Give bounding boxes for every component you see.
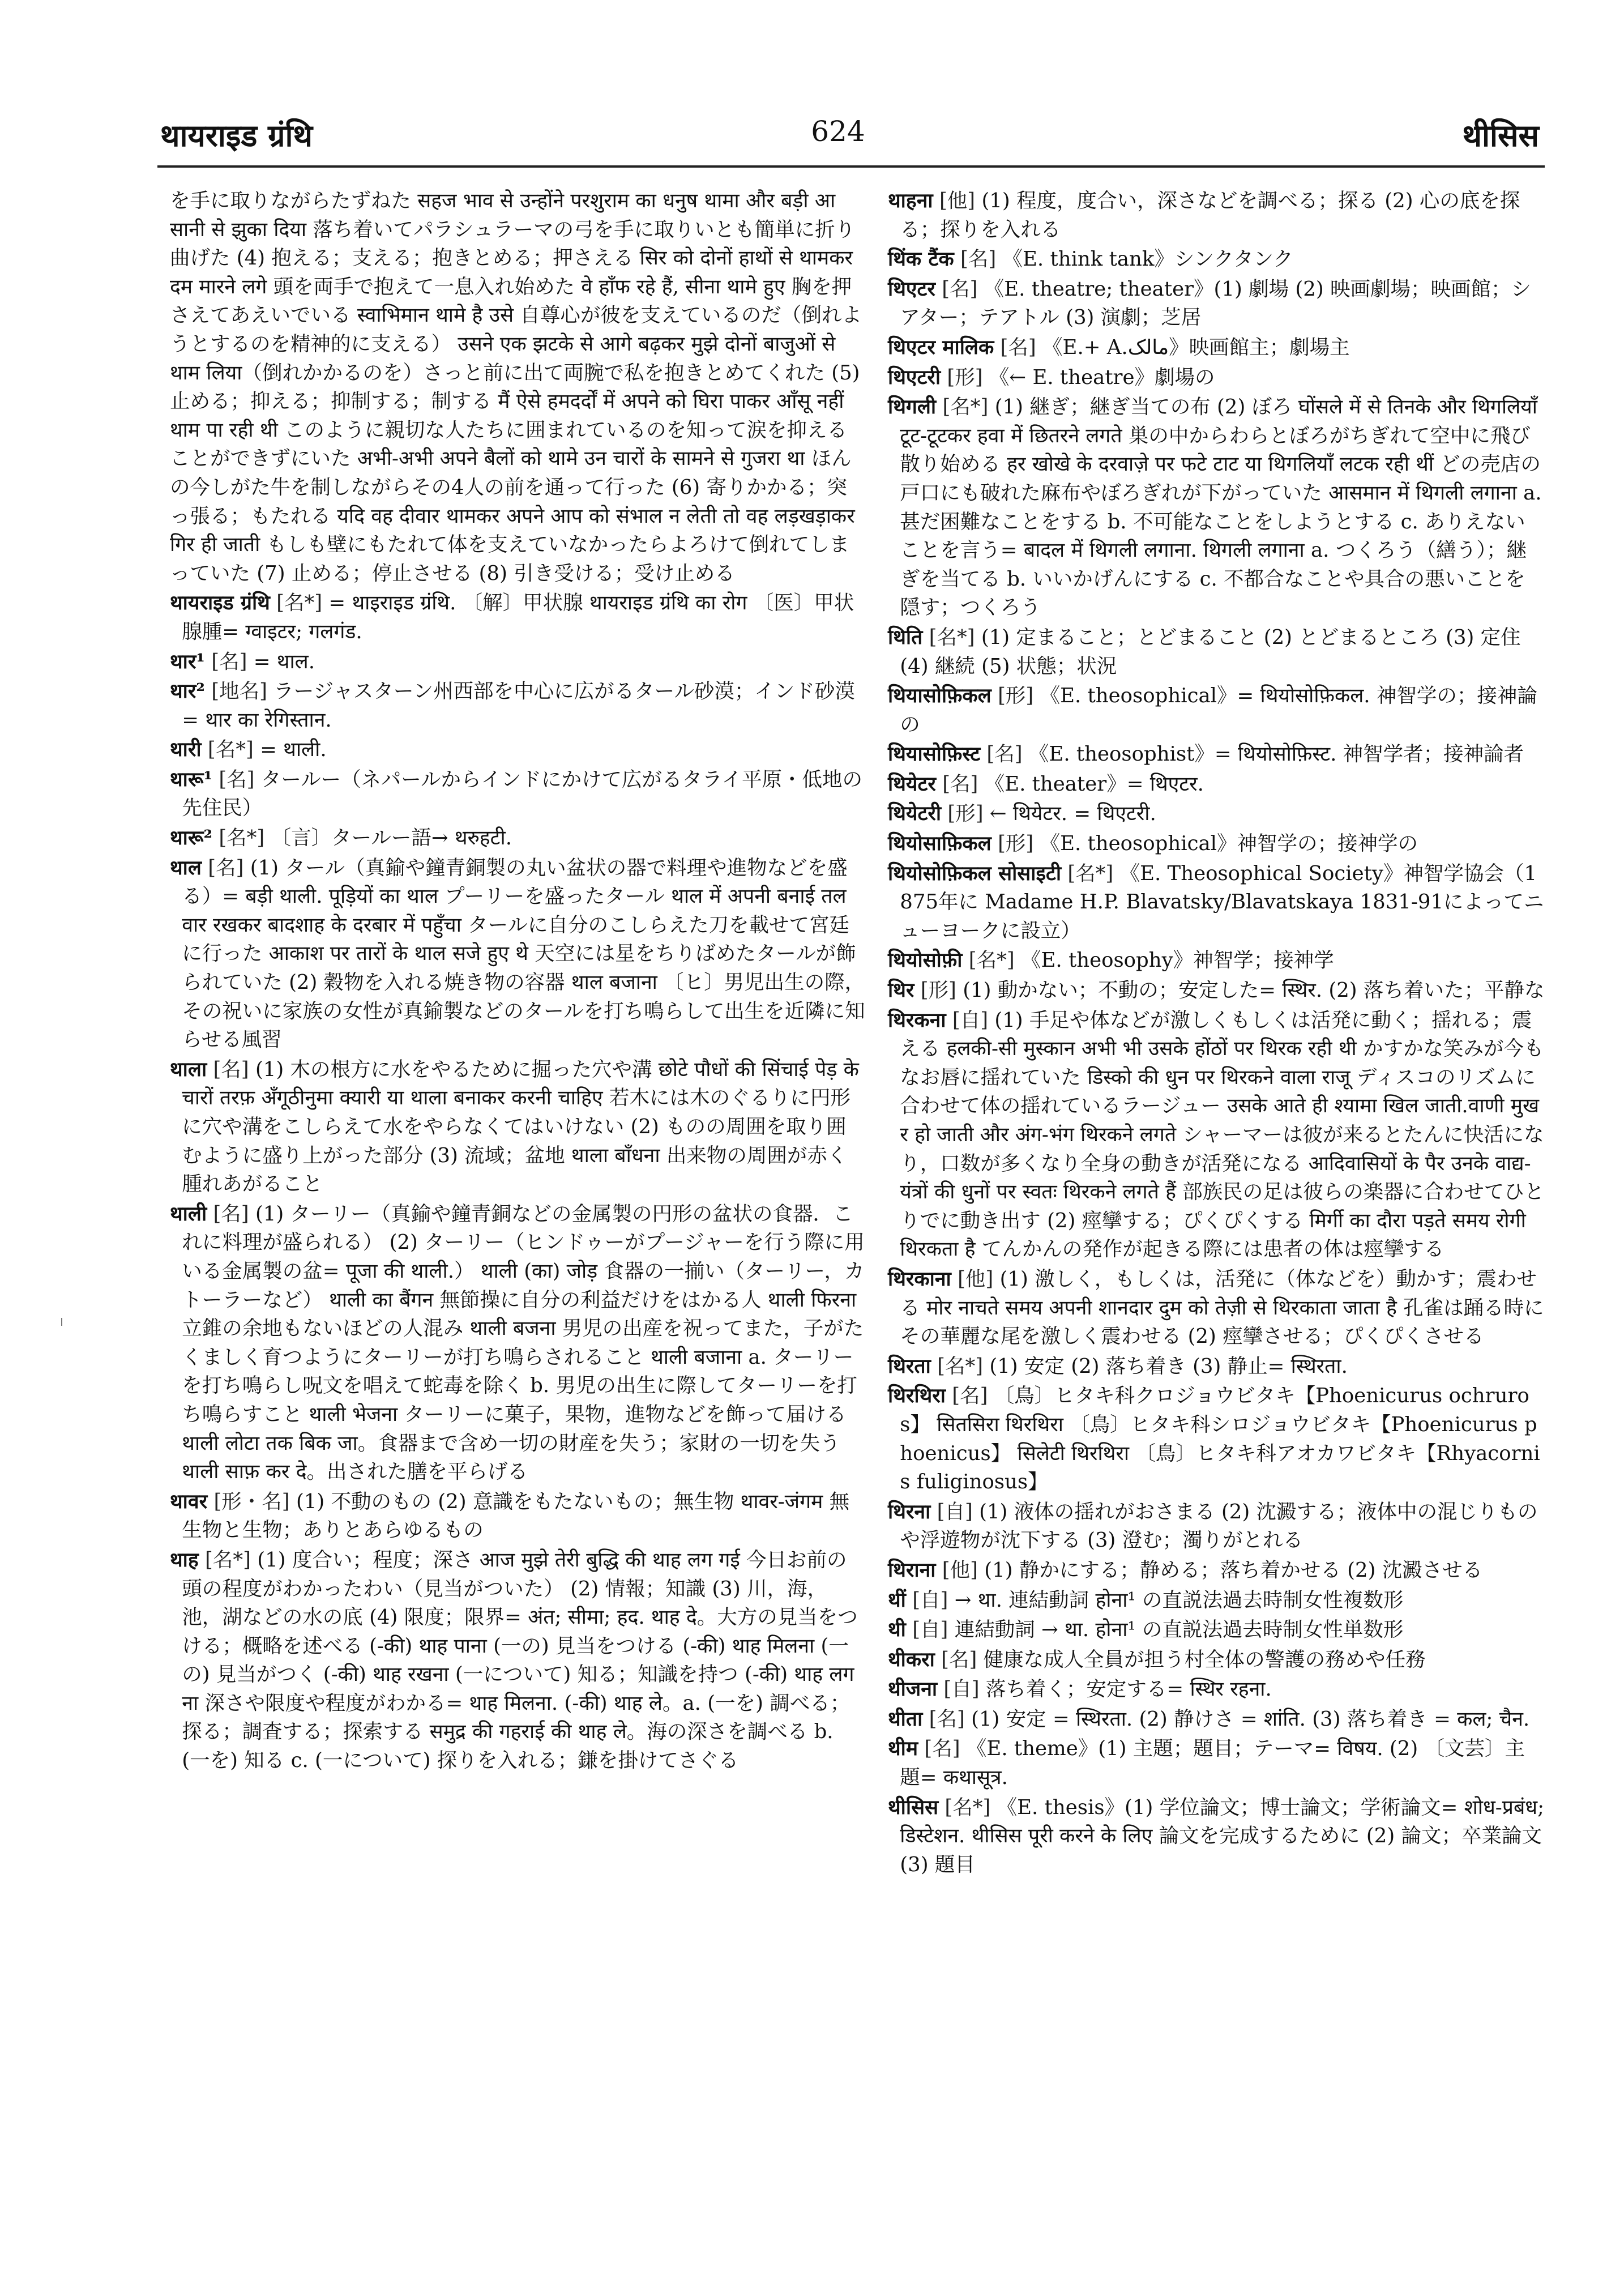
entry-definition: (1) 安定 = स्थिरता. (2) 静けさ = शांति. (3) 落ち着き = कल; चैन. (971, 1707, 1530, 1731)
entry-headword: थियोसोफ़िकल सोसाइटी (888, 861, 1062, 885)
entry-definition: 《E.+ A.مالک》映画館主；劇場主 (1042, 335, 1350, 359)
entry-definition: 《E. think tank》シンクタンク (1002, 247, 1293, 271)
entry-part-of-speech: [名] (942, 772, 978, 796)
dictionary-entry (888, 1586, 1545, 1615)
dictionary-entry (170, 824, 866, 853)
entry-part-of-speech: [名*] (945, 1795, 991, 1819)
dictionary-entry (888, 800, 1545, 829)
entry-part-of-speech: [自] (912, 1618, 948, 1642)
entry-headword: थिगली (888, 395, 937, 419)
entry-headword: थीं (888, 1588, 906, 1612)
entry-headword: थिरता (888, 1354, 931, 1378)
entry-headword: थिरना (888, 1500, 931, 1523)
entry-headword: थियोसाफ़िकल (888, 832, 992, 856)
entry-definition: 〔鳥〕ヒタキ科クロジョウビタキ【Phoenicurus ochruros】 सितसिरा थिरथिरा 〔鳥〕ヒタキ科シロジョウビタキ【Phoenicurus phoenicus】 सिलेटी थिरथिरा 〔鳥〕ヒタキ科アオカワビタキ【Rhyacornis fuliginosus】 (900, 1384, 1540, 1494)
entry-definition: 落ち着く；安定する= स्थिर रहना. (985, 1678, 1272, 1701)
entry-headword: थिराना (888, 1558, 936, 1582)
entry-part-of-speech: [名*] (942, 395, 989, 419)
entry-headword: थिएटरी (888, 365, 941, 389)
entry-headword: थारू¹ (170, 767, 213, 791)
entry-definition: 健康な成人全員が担う村全体の警護の務めや任務 (983, 1647, 1426, 1671)
entry-definition: (1) 継ぎ；継ぎ当ての布 (2) ぼろ घोंसले में से तिनके और थिगलियाँ टूट-टूटकर हवा में छितरने लगते 巣の中からわらとぼろがちぎれて空中に飛び散り始める हर खोखे के दरवाज़े पर फटे टाट या थिगलियाँ लटक रही थीं どの売店の戸口にも破れた麻布やぼろぎれが下がっていた आसमान में थिगली लगाना a. 甚だ困難なことをする b. 不可能なことをしようとする c. ありえないことを言う= बादल में थिगली लगाना. थिगली लगाना a. つくろう（繕う）；継ぎを当てる b. いいかげんにする c. 不都合なことや具合の悪いことを隠す；つくろう (900, 395, 1542, 620)
entry-headword: थाहना (888, 189, 933, 212)
entry-definition: = थाइराइड ग्रंथि. 〔解〕甲状腺 थायराइड ग्रंथि का रोग 〔医〕甲状腺腫= ग्वाइटर; गलगंड. (182, 591, 854, 643)
dictionary-entry (888, 245, 1545, 274)
dictionary-entry (888, 1616, 1545, 1645)
entry-part-of-speech: [地名] (211, 680, 267, 703)
entry-definition: 《E. theme》(1) 主題；題目；テーマ= विषय. (2) 〔文芸〕主題= कथासूत्र. (900, 1737, 1525, 1790)
entry-headword: थीता (888, 1707, 923, 1731)
entry-part-of-speech: [名*] (207, 738, 254, 762)
dictionary-entry (888, 976, 1545, 1005)
entry-definition: を手に取りながらたずねた सहज भाव से उन्होंने परशुराम का धनुष थामा और बड़ी आसानी से झुका दिया 落ち着いてパラシュラーマの弓を手に取りいとも簡単に折り曲げた (4) 抱える；支える；抱きとめる；押さえる सिर को दोनों हाथों से थामकर दम मारने लगे 頭を両手で抱えて一息入れ始めた वे हाँफ रहे हैं, सीना थामे हुए 胸を押さえてあえいでいる स्वाभिमान थामे है उसे 自尊心が彼を支えているのだ（倒れようとするのを精神的に支える） उसने एक झटके से आगे बढ़कर मुझे दोनों बाजुओं से थाम लिया（倒れかかるのを）さっと前に出て両腕で私を抱きとめてくれた (5) 止める；抑える；抑制する；制する मैं ऐसे हमदर्दों में अपने को घिरा पाकर आँसू नहीं थाम पा रही थी このように親切な人たちに囲まれているのを知って涙を抑えることができずにいた अभी-अभी अपने बैलों को थामे उन चारों के सामने से गुजरा था ほんの今しがた牛を制しながらその4人の前を通って行った (6) 寄りかかる；突っ張る；もたれる यदि वह दीवार थामकर अपने आप को संभाल न लेती तो वह लड़खड़ाकर गिर ही जाती もしも壁にもたれて体を支えていなかったらよろけて倒れてしまっていた (7) 止める；停止させる (8) 引き受ける；受け止める (170, 189, 862, 585)
entry-headword: थाला (170, 1057, 207, 1081)
dictionary-entry (888, 1352, 1545, 1381)
dictionary-entry (888, 1498, 1545, 1555)
entry-headword: थाली (170, 1202, 207, 1226)
entry-headword: थियेटरी (888, 802, 942, 826)
entry-headword: थारी (170, 738, 202, 762)
entry-headword: थायराइड ग्रंथि (170, 591, 270, 615)
entry-part-of-speech: [名] (952, 1384, 988, 1408)
entry-headword: थीजना (888, 1678, 938, 1701)
entry-definition: (1) 程度，度合い，深さなどを調べる；探る (2) 心の底を探る；探りを入れる (900, 189, 1520, 241)
margin-mark (61, 1318, 62, 1326)
entry-part-of-speech: [自] (943, 1678, 980, 1701)
entry-part-of-speech: [名*] (968, 949, 1015, 972)
dictionary-entry (888, 1382, 1545, 1496)
entry-headword: थिरथिरा (888, 1384, 946, 1408)
entry-headword: थाह (170, 1548, 199, 1572)
entry-headword: थियासोफ़िस्ट (888, 742, 981, 766)
entry-headword: थिंक टैंक (888, 247, 954, 271)
right-column (888, 187, 1545, 1880)
entry-part-of-speech: [形] (920, 979, 956, 1002)
entry-definition: 《← E. theatre》劇場の (989, 365, 1215, 389)
entry-definition: 《E. theosophical》神智学の；接神学の (1040, 832, 1418, 856)
entry-definition: (1) 安定 (2) 落ち着き (3) 静止= स्थिरता. (989, 1354, 1348, 1378)
entry-headword: थियासोफ़िकल (888, 684, 992, 708)
dictionary-entry (170, 677, 866, 735)
header-left-guide-word: थायराइड ग्रंथि (160, 117, 313, 153)
entry-headword: थिर (888, 979, 914, 1002)
entry-part-of-speech: [名] (213, 1057, 249, 1081)
entry-headword: थिति (888, 625, 923, 649)
entry-definition: 《E. thesis》(1) 学位論文；博士論文；学術論文= शोध-प्रबंध; डिस्टेशन. थीसिस पूरी करने के लिए 論文を完成するために (2) 論文；卒業論文 (3) 題目 (900, 1795, 1545, 1876)
dictionary-entry (888, 1265, 1545, 1351)
entry-definition: 連結動詞 → था. होना¹ の直説法過去時制女性単数形 (954, 1618, 1404, 1642)
entry-part-of-speech: [自] (912, 1588, 948, 1612)
entry-headword: थियेटर (888, 772, 936, 796)
entry-headword: थारू² (170, 826, 213, 850)
entry-headword: थावर (170, 1489, 208, 1513)
dictionary-entry (888, 1646, 1545, 1675)
dictionary-entry (170, 589, 866, 646)
entry-definition: → था. 連結動詞 होना¹ の直説法過去時制女性複数形 (954, 1588, 1404, 1612)
entry-part-of-speech: [名] (1000, 335, 1036, 359)
dictionary-entry (888, 740, 1545, 769)
header-rule (157, 165, 1545, 168)
entry-part-of-speech: [名*] (929, 625, 975, 649)
entry-definition: 《E. theatre; theater》(1) 劇場 (2) 映画劇場；映画館；シアター；テアトル (3) 演劇；芝居 (900, 277, 1531, 330)
entry-definition: 《E. theater》= थिएटर. (984, 772, 1204, 796)
entry-part-of-speech: [名] (942, 277, 978, 301)
entry-part-of-speech: [形] (998, 684, 1034, 708)
entry-part-of-speech: [名] (960, 247, 997, 271)
entry-part-of-speech: [自] (937, 1500, 973, 1523)
dictionary-entry (170, 1488, 866, 1545)
entry-headword: थीम (888, 1737, 918, 1761)
dictionary-entry (888, 334, 1545, 362)
entry-part-of-speech: [名] (213, 1202, 249, 1226)
entry-part-of-speech: [名] (211, 650, 247, 673)
entry-headword: थार¹ (170, 650, 205, 673)
entry-definition: (1) 液体の揺れがおさまる (2) 沈澱する；液体中の混じりものや浮遊物が沈下する (3) 澄む；濁りがとれる (900, 1500, 1538, 1552)
entry-part-of-speech: [名] (924, 1737, 960, 1761)
dictionary-entry (888, 275, 1545, 332)
entry-part-of-speech: [名] (986, 742, 1023, 766)
entry-part-of-speech: [形] (947, 802, 984, 826)
entry-definition: (1) 手足や体などが激しくもしくは活発に動く；揺れる；震える हलकी-सी मुस्कान अभी भी उसके होंठों पर थिरक रही थी かすかな笑みが今もなお唇に揺れていた डिस्को की धुन पर थिरकने वाला राजू ディスコのリズムに合わせて体の揺れているラージュー उसके आते ही श्यामा खिल जाती.वाणी मुखर हो जाती और अंग-भंग थिरकने लगते シャーマーは彼が来るとたんに快活になり，口数が多くなり全身の動きが活発になる आदिवासियों के पैर उनके वाद्य-यंत्रों की धुनों पर स्वतः थिरकने लगते हैं 部族民の足は彼らの楽器に合わせてひとりでに動き出す (2) 痙攣する；ぴくぴくする मिर्गी का दौरा पड़ते समय रोगी थिरकता है てんかんの発作が起きる際には患者の体は痙攣する (900, 1008, 1545, 1261)
dictionary-entry (888, 860, 1545, 946)
entry-headword: थार² (170, 680, 205, 703)
entry-headword: थिरकना (888, 1008, 946, 1032)
entry-definition: (1) 静かにする；静める；落ち着かせる (2) 沈澱させる (984, 1558, 1483, 1582)
entry-definition: (1) タール（真鍮や鐘青銅製の丸い盆状の器で料理や進物などを盛る）= बड़ी थाली. पूड़ियों का थाल プーリーを盛ったタール थाल में अपनी बनाई तलवार रखकर बादशाह के दरबार में पहुँचा タールに自分のこしらえた刀を載せて宮廷に行った आकाश पर तारों के थाल सजे हुए थे 天空には星をちりばめたタールが飾られていた (2) 穀物を入れる焼き物の容器 थाल बजाना 〔ヒ〕男児出生の際，その祝いに家族の女性が真鍮製などのタールを打ち鳴らして出生を近隣に知らせる風習 (182, 856, 865, 1052)
entry-definition: = थाली. (260, 738, 327, 762)
dictionary-entry (170, 736, 866, 765)
dictionary-entry (888, 946, 1545, 975)
dictionary-entry (888, 682, 1545, 739)
entry-part-of-speech: [名] (929, 1707, 965, 1731)
entry-headword: थिएटर (888, 277, 935, 301)
dictionary-entry (888, 393, 1545, 622)
entry-part-of-speech: [自] (952, 1008, 989, 1032)
dictionary-entry (170, 766, 866, 823)
dictionary-entry (888, 1556, 1545, 1585)
entry-part-of-speech: [名] (219, 767, 255, 791)
entry-definition: (1) 激しく，もしくは，活発に（体などを）動かす；震わせる मोर नाचते समय अपनी शानदार दुम को तेज़ी से थिरकाता जाता है 孔雀は踊る時にその華麗な尾を激しく震わせる (2) 痙攣させる；ぴくぴくさせる (900, 1267, 1544, 1348)
entry-definition: 《E. Theosophical Society》神智学協会（1875年に Madame H.P. Blavatsky/Blavatskaya 1831-91によってニューヨークに設立） (900, 861, 1544, 942)
entry-part-of-speech: [形] (998, 832, 1034, 856)
dictionary-entry (888, 770, 1545, 799)
entry-definition: タールー（ネパールからインドにかけて広がるタライ平原・低地の先住民） (182, 767, 862, 820)
entry-headword: थियोसोफ़ी (888, 949, 963, 972)
entry-part-of-speech: [名*] (219, 826, 265, 850)
entry-headword: थीकरा (888, 1647, 935, 1671)
entry-definition: 《E. theosophy》神智学；接神学 (1020, 949, 1334, 972)
entry-definition: 《E. theosophical》= थियोसोफ़िकल. 神智学の；接神論の (900, 684, 1537, 736)
entry-part-of-speech: [他] (958, 1267, 994, 1291)
dictionary-entry (888, 1794, 1545, 1880)
entry-definition: ラージャスターン州西部を中心に広がるタール砂漠；インド砂漠= थार का रेगिस्तान. (182, 680, 855, 732)
entry-definition: = थाल. (253, 650, 315, 673)
dictionary-entry (888, 1675, 1545, 1704)
entry-part-of-speech: [形] (947, 365, 983, 389)
entry-headword: थी (888, 1618, 906, 1642)
entry-part-of-speech: [名] (941, 1647, 977, 1671)
dictionary-entry (888, 624, 1545, 681)
entry-headword: थाल (170, 856, 202, 880)
header-right-guide-word: थीसिस (1462, 117, 1539, 153)
dictionary-entry (170, 1200, 866, 1487)
entry-definition: (1) 度合い；程度；深さ आज मुझे तेरी बुद्धि की थाह लग गई 今日お前の頭の程度がわかったわい（見当がついた） (2) 情報；知識 (3) 川，海，池，湖などの水の底 (4) 限度；限界= अंत; सीमा; हद. थाह दे。大方の見当をつける；概略を述べる (-की) थाह पाना (一の) 見当をつける (-की) थाह मिलना (一の) 見当がつく (-की) थाह रखना (一について) 知る；知識を持つ (-की) थाह लगना 深さや限度や程度がわかる= थाह मिलना. (-की) थाह ले。a. (一を) 調べる；探る；調査する；探索する समुद्र की गहराई की थाह ले。海の深さを調べる b. (一を) 知る c. (一について) 探りを入れる；鎌を掛けてさぐる (182, 1548, 858, 1773)
entry-part-of-speech: [名*] (205, 1548, 251, 1572)
page-number: 624 (811, 115, 865, 148)
entry-definition: 〔言〕タールー語→ थरुहटी. (271, 826, 512, 850)
entry-part-of-speech: [形・名] (213, 1489, 290, 1513)
entry-headword: थीसिस (888, 1795, 939, 1819)
entry-definition: 《E. theosophist》= थियोसोफ़िस्ट. 神智学者；接神論者 (1028, 742, 1524, 766)
dictionary-entry (888, 1705, 1545, 1734)
entry-part-of-speech: [名] (208, 856, 244, 880)
entry-definition: ← थियेटर. = थिएटरी. (989, 802, 1156, 826)
dictionary-entry (170, 648, 866, 677)
entry-headword: थिरकाना (888, 1267, 951, 1291)
entry-part-of-speech: [他] (942, 1558, 978, 1582)
entry-definition: (1) 木の根方に水をやるために掘った穴や溝 छोटे पौधों की सिंचाई पेड़ के चारों तरफ़ अँगूठीनुमा क्यारी या थाला बनाकर करनी चाहिए 若木には木のぐるりに円形に穴や溝をこしらえて水をやらなくてはいけない (2) ものの周囲を取り囲むように盛り上がった部分 (3) 流域；盆地 थाला बाँधना 出来物の周囲が赤く腫れあがること (182, 1057, 859, 1196)
entry-part-of-speech: [名*] (1067, 861, 1114, 885)
entry-headword: थिएटर मालिक (888, 335, 994, 359)
dictionary-entry (170, 1546, 866, 1775)
dictionary-entry (888, 187, 1545, 244)
entry-part-of-speech: [他] (939, 189, 976, 212)
entry-part-of-speech: [名*] (276, 591, 323, 615)
dictionary-entry (888, 830, 1545, 859)
entry-definition: (1) ターリー（真鍮や鐘青銅などの金属製の円形の盆状の食器．これに料理が盛られる） (2) ターリー（ヒンドゥーがプージャーを行う際に用いる金属製の盆= पूजा की थाली.） थाली (का) जोड़ 食器の一揃い（ターリー，カトーラーなど） थाली का बैंगन 無節操に自分の利益だけをはかる人 थाली फिरना 立錐の余地もないほどの人混み थाली बजना 男児の出産を祝ってまた，子がたくましく育つようにターリーが打ち鳴らされること थाली बजाना a. ターリーを打ち鳴らし呪文を唱えて蛇毒を除く b. 男児の出生に際してターリーを打ち鳴らすこと थाली भेजना ターリーに菓子，果物，進物などを飾って届ける थाली लोटा तक बिक जा。食器まで含め一切の財産を失う；家財の一切を失う थाली साफ़ कर दे。出された膳を平らげる (182, 1202, 865, 1484)
left-column (170, 187, 866, 1777)
entry-definition: (1) 定まること；とどまること (2) とどまるところ (3) 定住 (4) 継続 (5) 状態；状況 (900, 625, 1521, 678)
dictionary-entry (888, 364, 1545, 392)
entry-part-of-speech: [名*] (937, 1354, 984, 1378)
dictionary-entry (170, 1056, 866, 1199)
dictionary-entry (888, 1006, 1545, 1264)
entry-definition: (1) 不動のもの (2) 意識をもたないもの；無生物 थावर-जंगम 無生物と生物；ありとあらゆるもの (182, 1489, 850, 1542)
dictionary-entry (170, 187, 866, 588)
dictionary-entry (888, 1735, 1545, 1792)
entry-definition: (1) 動かない；不動の；安定した= स्थिर. (2) 落ち着いた；平静な (963, 979, 1545, 1002)
dictionary-entry (170, 854, 866, 1055)
